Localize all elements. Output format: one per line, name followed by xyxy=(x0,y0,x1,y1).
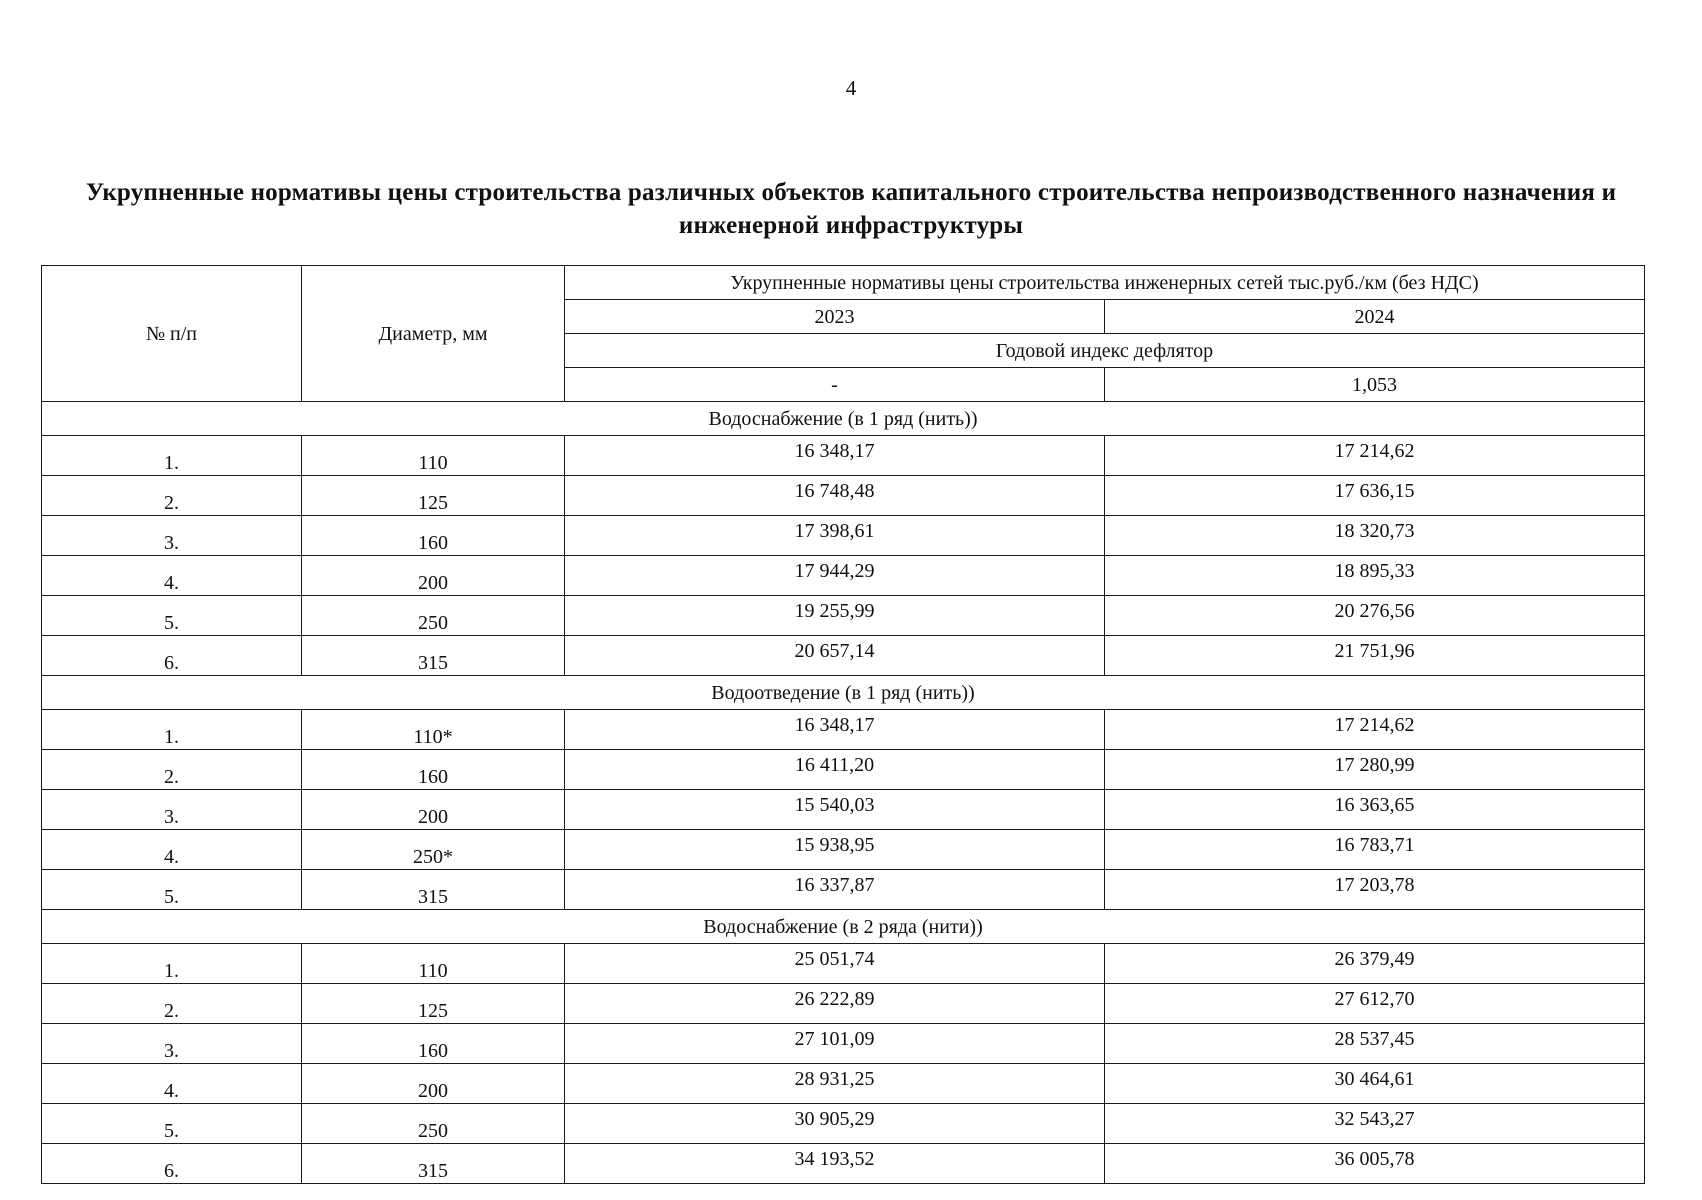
norms-table-body xyxy=(42,266,1645,1184)
section-row xyxy=(42,910,1645,944)
norms-table xyxy=(41,265,1645,1184)
row-number: 4. xyxy=(42,556,302,596)
row-value-2024: 20 276,56 xyxy=(1105,596,1645,636)
row-diameter: 250* xyxy=(302,830,565,870)
table-row xyxy=(42,556,1645,596)
table-row xyxy=(42,476,1645,516)
header-group: Укрупненные нормативы цены строительства инженерных сетей тыс.руб./км (без НДС) xyxy=(565,266,1645,300)
row-diameter: 250 xyxy=(302,596,565,636)
table-row xyxy=(42,596,1645,636)
section-row xyxy=(42,402,1645,436)
row-diameter: 315 xyxy=(302,636,565,676)
row-diameter: 315 xyxy=(302,1144,565,1184)
row-number: 5. xyxy=(42,870,302,910)
row-value-2024: 30 464,61 xyxy=(1105,1064,1645,1104)
row-number: 1. xyxy=(42,944,302,984)
row-value-2023: 16 348,17 xyxy=(565,710,1105,750)
document-title: Укрупненные нормативы цены строительства различных объектов капитального строительства непроизводственного назначения и инженерной инфраструктуры xyxy=(85,179,1617,239)
row-diameter: 250 xyxy=(302,1104,565,1144)
row-number: 2. xyxy=(42,984,302,1024)
page-number: 4 xyxy=(845,76,857,100)
row-value-2024: 17 203,78 xyxy=(1105,870,1645,910)
section-row xyxy=(42,676,1645,710)
row-value-2023: 26 222,89 xyxy=(565,984,1105,1024)
table-row xyxy=(42,750,1645,790)
row-value-2024: 26 379,49 xyxy=(1105,944,1645,984)
row-value-2023: 34 193,52 xyxy=(565,1144,1105,1184)
row-diameter: 160 xyxy=(302,516,565,556)
row-value-2024: 17 636,15 xyxy=(1105,476,1645,516)
row-diameter: 125 xyxy=(302,476,565,516)
row-value-2024: 17 280,99 xyxy=(1105,750,1645,790)
section-title: Водоснабжение (в 1 ряд (нить)) xyxy=(42,402,1645,436)
row-value-2023: 17 398,61 xyxy=(565,516,1105,556)
table-row xyxy=(42,1144,1645,1184)
row-value-2023: 16 348,17 xyxy=(565,436,1105,476)
table-row xyxy=(42,790,1645,830)
header-year-2024: 2024 xyxy=(1105,300,1645,334)
table-row xyxy=(42,516,1645,556)
row-number: 3. xyxy=(42,1024,302,1064)
row-number: 4. xyxy=(42,1064,302,1104)
deflator-2023: - xyxy=(565,368,1105,402)
row-value-2023: 27 101,09 xyxy=(565,1024,1105,1064)
row-value-2023: 17 944,29 xyxy=(565,556,1105,596)
table-row xyxy=(42,984,1645,1024)
row-diameter: 110* xyxy=(302,710,565,750)
row-value-2023: 30 905,29 xyxy=(565,1104,1105,1144)
row-number: 3. xyxy=(42,790,302,830)
row-value-2023: 25 051,74 xyxy=(565,944,1105,984)
row-diameter: 110 xyxy=(302,944,565,984)
header-diameter: Диаметр, мм xyxy=(302,266,565,402)
section-title: Водоотведение (в 1 ряд (нить)) xyxy=(42,676,1645,710)
row-number: 5. xyxy=(42,1104,302,1144)
row-value-2024: 32 543,27 xyxy=(1105,1104,1645,1144)
row-value-2024: 17 214,62 xyxy=(1105,710,1645,750)
row-number: 3. xyxy=(42,516,302,556)
row-number: 1. xyxy=(42,436,302,476)
row-diameter: 160 xyxy=(302,1024,565,1064)
row-number: 1. xyxy=(42,710,302,750)
row-number: 6. xyxy=(42,636,302,676)
table-row xyxy=(42,436,1645,476)
row-diameter: 200 xyxy=(302,1064,565,1104)
row-value-2024: 16 783,71 xyxy=(1105,830,1645,870)
row-diameter: 110 xyxy=(302,436,565,476)
row-value-2023: 16 411,20 xyxy=(565,750,1105,790)
table-row xyxy=(42,1064,1645,1104)
row-value-2024: 28 537,45 xyxy=(1105,1024,1645,1064)
row-number: 6. xyxy=(42,1144,302,1184)
row-value-2024: 21 751,96 xyxy=(1105,636,1645,676)
row-value-2023: 20 657,14 xyxy=(565,636,1105,676)
row-value-2024: 27 612,70 xyxy=(1105,984,1645,1024)
row-number: 4. xyxy=(42,830,302,870)
row-diameter: 125 xyxy=(302,984,565,1024)
row-number: 2. xyxy=(42,476,302,516)
row-diameter: 200 xyxy=(302,790,565,830)
row-number: 2. xyxy=(42,750,302,790)
table-row xyxy=(42,636,1645,676)
row-value-2023: 28 931,25 xyxy=(565,1064,1105,1104)
row-value-2024: 18 320,73 xyxy=(1105,516,1645,556)
row-value-2023: 15 938,95 xyxy=(565,830,1105,870)
row-diameter: 160 xyxy=(302,750,565,790)
row-diameter: 200 xyxy=(302,556,565,596)
row-diameter: 315 xyxy=(302,870,565,910)
deflator-2024: 1,053 xyxy=(1105,368,1645,402)
table-row xyxy=(42,830,1645,870)
table-row xyxy=(42,710,1645,750)
row-value-2024: 18 895,33 xyxy=(1105,556,1645,596)
header-no: № п/п xyxy=(42,266,302,402)
table-row xyxy=(42,870,1645,910)
header-year-2023: 2023 xyxy=(565,300,1105,334)
header-deflator-label: Годовой индекс дефлятор xyxy=(565,334,1645,368)
row-value-2024: 17 214,62 xyxy=(1105,436,1645,476)
row-number: 5. xyxy=(42,596,302,636)
header-row xyxy=(42,266,1645,300)
section-title: Водоснабжение (в 2 ряда (нити)) xyxy=(42,910,1645,944)
row-value-2024: 16 363,65 xyxy=(1105,790,1645,830)
table-row xyxy=(42,1104,1645,1144)
row-value-2023: 16 337,87 xyxy=(565,870,1105,910)
row-value-2024: 36 005,78 xyxy=(1105,1144,1645,1184)
row-value-2023: 15 540,03 xyxy=(565,790,1105,830)
row-value-2023: 16 748,48 xyxy=(565,476,1105,516)
row-value-2023: 19 255,99 xyxy=(565,596,1105,636)
table-row xyxy=(42,944,1645,984)
table-row xyxy=(42,1024,1645,1064)
